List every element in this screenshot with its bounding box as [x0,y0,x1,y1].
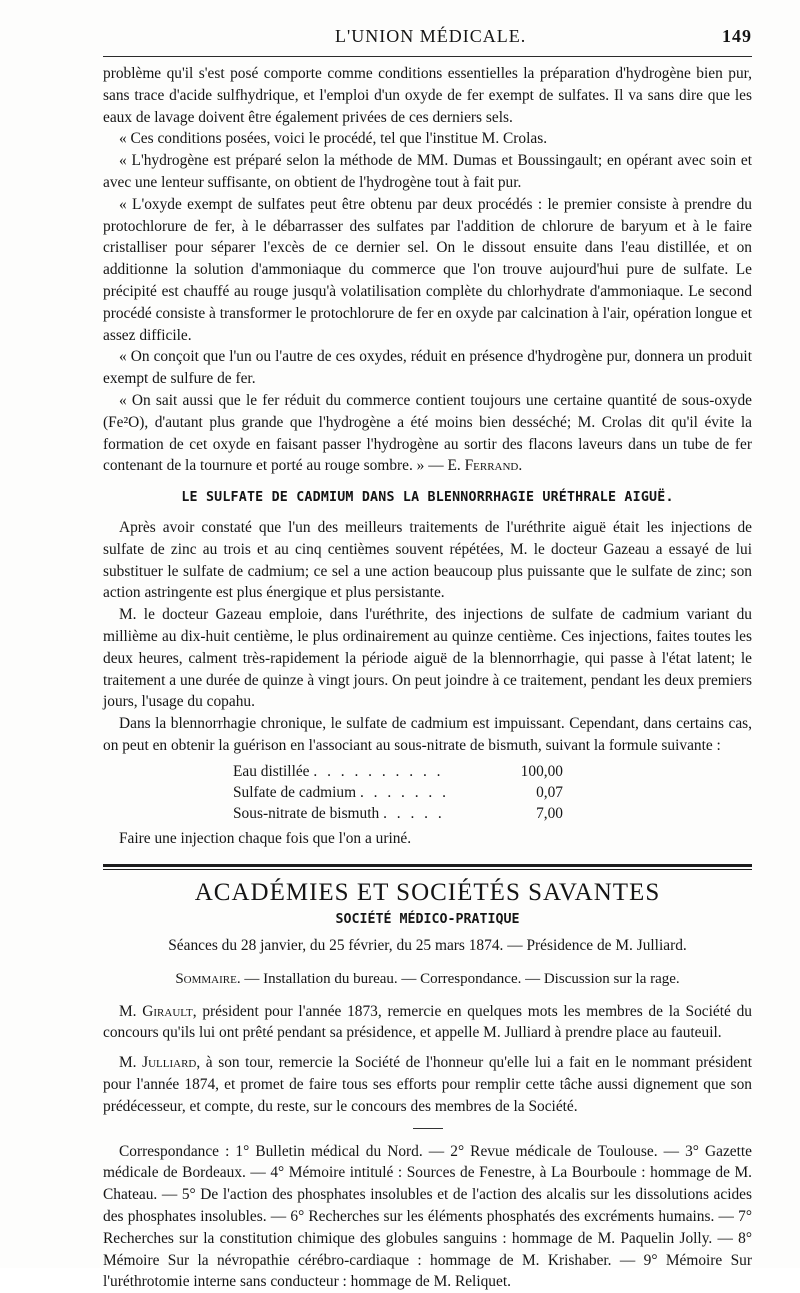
article-body [103,63,752,1293]
summary-line [103,969,752,991]
journal-title: L'UNION MÉDICALE. [335,26,527,46]
speaker-name: M. Girault, [119,1002,197,1020]
paragraph: Après avoir constaté que l'un des meilleurs traitements de l'uréthrite aiguë était les injections de sulfate de zinc au trois et au cinq centièmes souvent répétées, M. le docteur Gazeau a essayé de lui substituer le sulfate de cadmium; ce sel a une action beaucoup plus puissante que le sulfate de zinc; son action astringente est plus énergique et plus persistante. [103,518,752,602]
summary-text: — Installation du bureau. — Correspondance. — Discussion sur la rage. [244,970,680,987]
author-signature: E. Ferrand. [447,457,523,475]
paragraph-text: à son tour, remercie la Société de l'honneur qu'elle lui a fait en le nommant président pour l'année 1874, et promet de faire tous ses efforts pour remplir cette tâche aussi dignement que son prédécesseur, et compte, du reste, sur le concours des membres de la Société. [103,1054,752,1115]
society-title: SOCIÉTÉ MÉDICO-PRATIQUE [335,912,520,928]
paragraph: problème qu'il s'est posé comporte comme conditions essentielles la préparation d'hydrogène bien pur, sans trace d'acide sulfhydrique, et l'emploi d'un oxyde de fer exempt de sulfates. Il va sans dire que les eaux de lavage doivent être également privées de ces derniers sels. [103,65,752,126]
paragraph: « On conçoit que l'un ou l'autre de ces oxydes, réduit en présence d'hydrogène pur, donnera un produit exempt de sulfure de fer. [103,348,752,388]
formula-row [233,761,563,782]
running-head [103,22,752,57]
formula-row [233,803,563,824]
leader-dots: . . . . . [383,804,445,822]
formula-ingredient: Sous-nitrate de bismuth [233,804,380,822]
formula-quantity: 100,00 [520,762,563,780]
paragraph-with-signature [103,390,752,477]
paragraph [103,1052,752,1117]
paragraph [103,1001,752,1045]
paragraph: « L'oxyde exempt de sulfates peut être obtenu par deux procédés : le premier consiste à prendre du protochlorure de fer, à le débarrasser des sulfates par l'addition de chlorure de baryum et à le faire cristalliser pour séparer l'excès de ce dernier sel. On le dissout ensuite dans l'eau distillée, et on additionne la solution d'ammoniaque du commerce que l'on trouve aujourd'hui pure de sulfate. Le précipité est chauffé au rouge jusqu'à volatilisation complète du chlorhydrate d'ammoniaque. Le second procédé consiste à transformer le protochlorure de fer en oxyde par calcination à l'air, opération longue et assez difficile. [103,195,752,344]
paragraph: Faire une injection chaque fois que l'on a uriné. [119,829,412,847]
short-rule [413,1128,443,1129]
correspondence-paragraph: Correspondance : 1° Bulletin médical du Nord. — 2° Revue médicale de Toulouse. — 3° Gazette médicale de Bordeaux. — 4° Mémoire intitulé : Sources de Fenestre, à La Bourboule : hommage de M. Chateau. — 5° De l'action des phosphates insolubles et de l'action des alcalis sur les dissolutions acides des phosphates insolubles. — 6° Recherches sur les éléments phosphatés des excréments humains. — 7° Recherches sur la constitution chimique des globules sanguins : hommage de M. Paquelin Jolly. — 8° Mémoire Sur la névropathie cérébro-cardiaque : hommage de M. Krishaber. — 9° Mémoire Sur l'uréthrotomie interne sans conducteur : hommage de M. Reliquet. [103,1142,752,1291]
speaker-name: M. Julliard, [119,1054,201,1072]
paragraph-text: président pour l'année 1873, remercie en quelques mots les membres de la Société du concours qu'ils lui ont prêté pendant sa présidence, et appelle M. Julliard à prendre place au fauteuil. [103,1002,752,1042]
leader-dots: . . . . . . . [359,783,449,801]
formula-ingredient: Sulfate de cadmium [233,783,357,801]
formula-ingredient: Eau distillée [233,762,310,780]
leader-dots: . . . . . . . . . . [313,762,444,780]
sessions-line: Séances du 28 janvier, du 25 février, du 25 mars 1874. — Présidence de M. Julliard. [168,937,687,955]
paragraph: M. le docteur Gazeau emploie, dans l'uréthrite, des injections de sulfate de cadmium variant du millième au dix-huit centième, le plus ordinairement au quinze centième. Ces injections, faites toutes les deux heures, calment très-rapidement la période aiguë de la blennorrhagie, qui passe à l'état latent; le traitement a une durée de quinze à vingt jours. On peut joindre à ce traitement, pendant les deux premiers jours, l'usage du copahu. [103,606,752,711]
page-number: 149 [722,26,752,46]
section-heading: ACADÉMIES ET SOCIÉTÉS SAVANTES [194,878,661,906]
formula-quantity: 7,00 [536,804,563,822]
paragraph: « Ces conditions posées, voici le procédé, tel que l'institue M. Crolas. [119,130,548,148]
formula-quantity: 0,07 [536,783,563,801]
section-title: LE SULFATE DE CADMIUM DANS LA BLENNORRHAGIE URÉTHRALE AIGUË. [181,490,674,506]
paragraph: « L'hydrogène est préparé selon la méthode de MM. Dumas et Boussingault; en opérant avec soin et avec une lenteur suffisante, on obtient de l'hydrogène tout à fait pur. [103,152,752,191]
prescription-formula [233,761,563,824]
summary-label: Sommaire. [175,970,241,987]
paragraph-text: « On sait aussi que le fer réduit du commerce contient toujours une certaine quantité de sous-oxyde (Fe²O), d'autant plus grande que l'hydrogène a été moins bien desséché; M. Crolas dit qu'il évite la formation de cet oxyde en faisant passer l'hydrogène au sortir des flacons laveurs dans un tube de fer contenant de la tournure et porté au rouge sombre. » — [103,391,752,475]
paragraph: Dans la blennorrhagie chronique, le sulfate de cadmium est impuissant. Cependant, dans certains cas, on peut en obtenir la guérison en l'associant au sous-nitrate de bismuth, suivant la formule suivante : [103,715,752,754]
section-divider [103,864,752,870]
formula-row [233,782,563,803]
